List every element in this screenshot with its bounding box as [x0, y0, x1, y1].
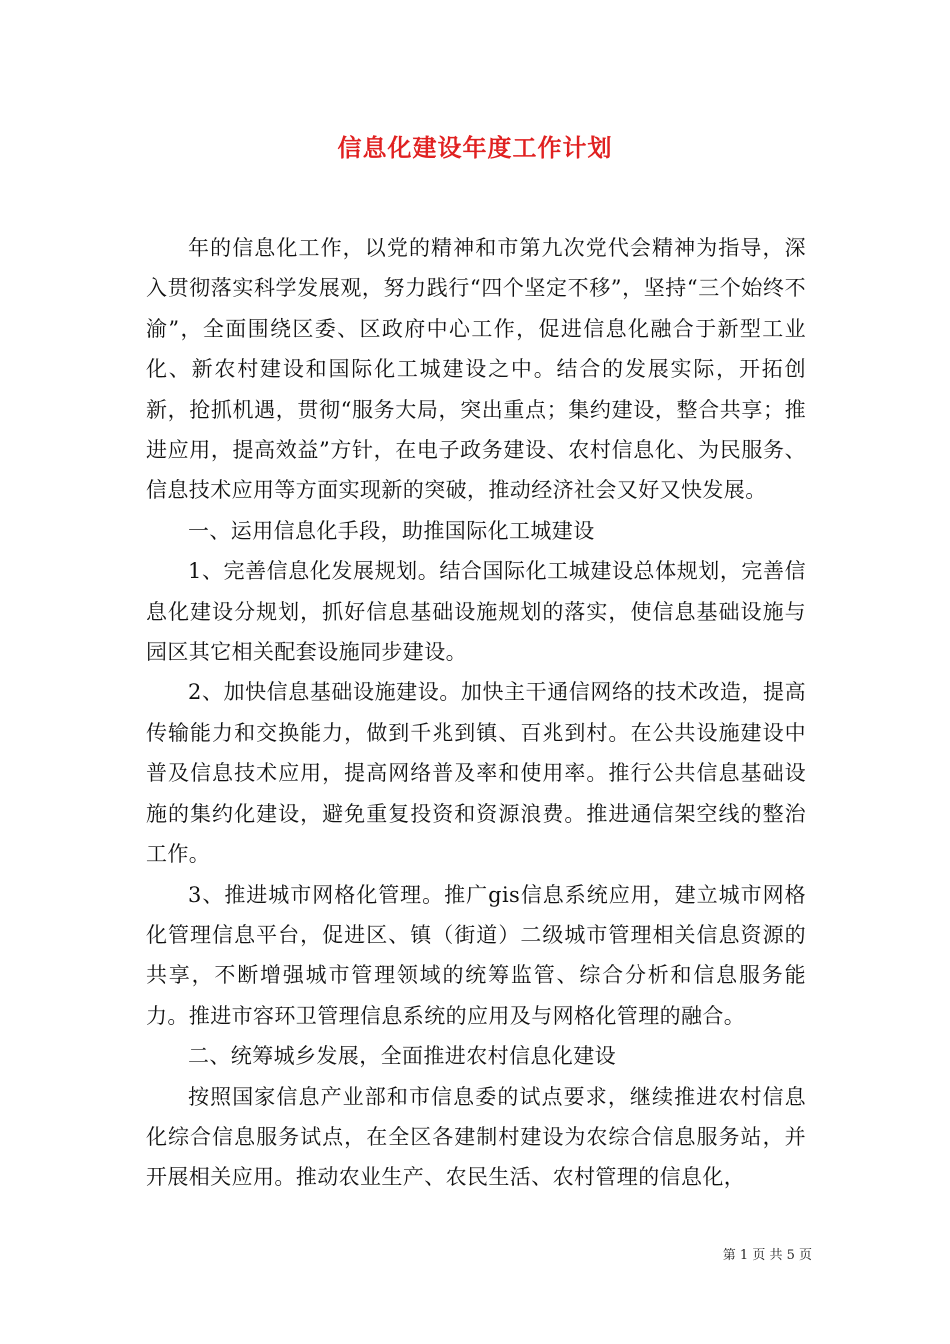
document-body [146, 228, 806, 1198]
paragraph-intro: 年的信息化工作，以党的精神和市第九次党代会精神为指导，深入贯彻落实科学发展观，努力践行“四个坚定不移”，坚持“三个始终不渝”，全面围绕区委、区政府中心工作，促进信息化融合于新型工业化、新农村建设和国际化工城建设之中。结合的发展实际，开拓创新，抢抓机遇，贯彻“服务大局，突出重点；集约建设，整合共享；推进应用，提高效益”方针，在电子政务建设、农村信息化、为民服务、信息技术应用等方面实现新的突破，推动经济社会又好又快发展。 [146, 236, 806, 503]
paragraph-item-2: 2、加快信息基础设施建设。加快主干通信网络的技术改造，提高传输能力和交换能力，做到千兆到镇、百兆到村。在公共设施建设中普及信息技术应用，提高网络普及率和使用率。推行公共信息基础设施的集约化建设，避免重复投资和资源浪费。推进通信架空线的整治工作。 [146, 680, 806, 867]
page-number: 第 1 页 共 5 页 [722, 1248, 812, 1263]
document-title: 信息化建设年度工作计划 [337, 133, 613, 162]
paragraph-item-3: 3、推进城市网格化管理。推广gis信息系统应用，建立城市网格化管理信息平台，促进区、镇（街道）二级城市管理相关信息资源的共享，不断增强城市管理领域的统筹监管、综合分析和信息服务能力。推进市容环卫管理信息系统的应用及与网格化管理的融合。 [146, 882, 806, 1028]
section-heading-1: 一、运用信息化手段，助推国际化工城建设 [188, 518, 595, 543]
paragraph-rural: 按照国家信息产业部和市信息委的试点要求，继续推进农村信息化综合信息服务试点，在全区各建制村建设为农综合信息服务站，并开展相关应用。推动农业生产、农民生活、农村管理的信息化， [146, 1084, 806, 1190]
section-heading-2: 二、统筹城乡发展，全面推进农村信息化建设 [188, 1044, 616, 1069]
paragraph-item-1: 1、完善信息化发展规划。结合国际化工城建设总体规划，完善信息化建设分规划，抓好信息基础设施规划的落实，使信息基础设施与园区其它相关配套设施同步建设。 [146, 559, 806, 665]
